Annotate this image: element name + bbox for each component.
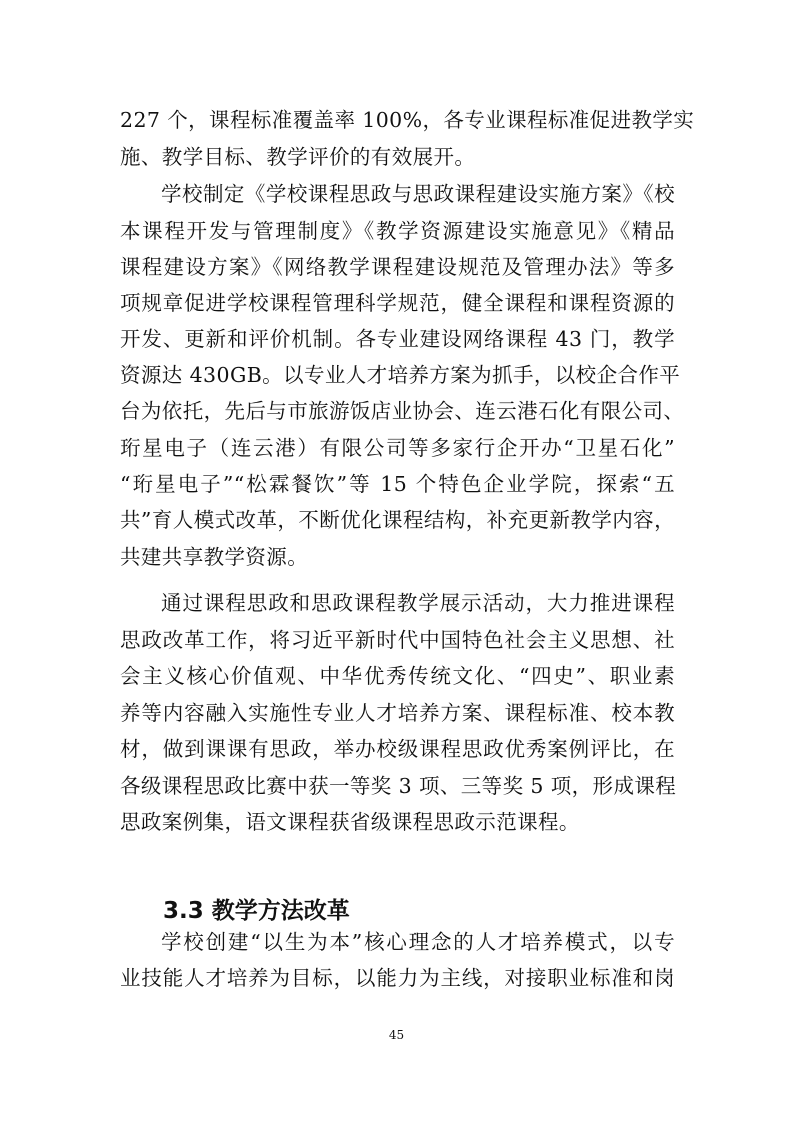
paragraph-3-line-3: 会主义核心价值观、中华优秀传统文化、“四史”、职业素 xyxy=(120,664,675,688)
paragraph-3-line-5: 材，做到课课有思政，举办校级课程思政优秀案例评比，在 xyxy=(120,737,675,761)
paragraph-3-line-7: 思政案例集，语文课程获省级课程思政示范课程。 xyxy=(120,810,580,834)
paragraph-4-line-2: 业技能人才培养为目标，以能力为主线，对接职业标准和岗 xyxy=(120,966,675,990)
paragraph-2-line-5: 开发、更新和评价机制。各专业建设网络课程 43 门，教学 xyxy=(120,327,675,351)
paragraph-3-line-1: 通过课程思政和思政课程教学展示活动，大力推进课程 xyxy=(161,591,675,615)
paragraph-4-line-1: 学校创建“以生为本”核心理念的人才培养模式，以专 xyxy=(161,930,675,954)
paragraph-2-line-7: 台为依托，先后与市旅游饭店业协会、连云港石化有限公司、 xyxy=(120,399,685,423)
paragraph-2-line-2: 本课程开发与管理制度》《教学资源建设实施意见》《精品 xyxy=(120,219,675,243)
paragraph-2-line-11: 共建共享教学资源。 xyxy=(120,545,309,569)
paragraph-2-line-1: 学校制定《学校课程思政与思政课程建设实施方案》《校 xyxy=(161,182,675,206)
paragraph-2-line-8: 珩星电子（连云港）有限公司等多家行企开办“卫星石化” xyxy=(120,436,675,460)
paragraph-2-line-6: 资源达 430GB。以专业人才培养方案为抓手，以校企合作平 xyxy=(120,363,681,387)
section-heading: 3.3 教学方法改革 xyxy=(163,898,350,924)
paragraph-3-line-4: 养等内容融入实施性专业人才培养方案、课程标准、校本教 xyxy=(120,701,675,725)
paragraph-2-line-3: 课程建设方案》《网络教学课程建设规范及管理办法》等多 xyxy=(120,255,675,279)
paragraph-3-line-2: 思政改革工作，将习近平新时代中国特色社会主义思想、社 xyxy=(120,628,675,652)
paragraph-2-line-10: 共”育人模式改革，不断优化课程结构，补充更新教学内容， xyxy=(120,508,675,532)
paragraph-2-line-9: “珩星电子”“松霖餐饮”等 15 个特色企业学院，探索“五 xyxy=(120,472,675,496)
paragraph-1-line-1: 227 个，课程标准覆盖率 100%，各专业课程标准促进教学实 xyxy=(120,108,695,132)
paragraph-2-line-4: 项规章促进学校课程管理科学规范，健全课程和课程资源的 xyxy=(120,291,675,315)
page-number: 45 xyxy=(388,1028,405,1042)
paragraph-1-line-2: 施、教学目标、教学评价的有效展开。 xyxy=(120,145,476,169)
paragraph-3-line-6: 各级课程思政比赛中获一等奖 3 项、三等奖 5 项，形成课程 xyxy=(120,774,677,798)
